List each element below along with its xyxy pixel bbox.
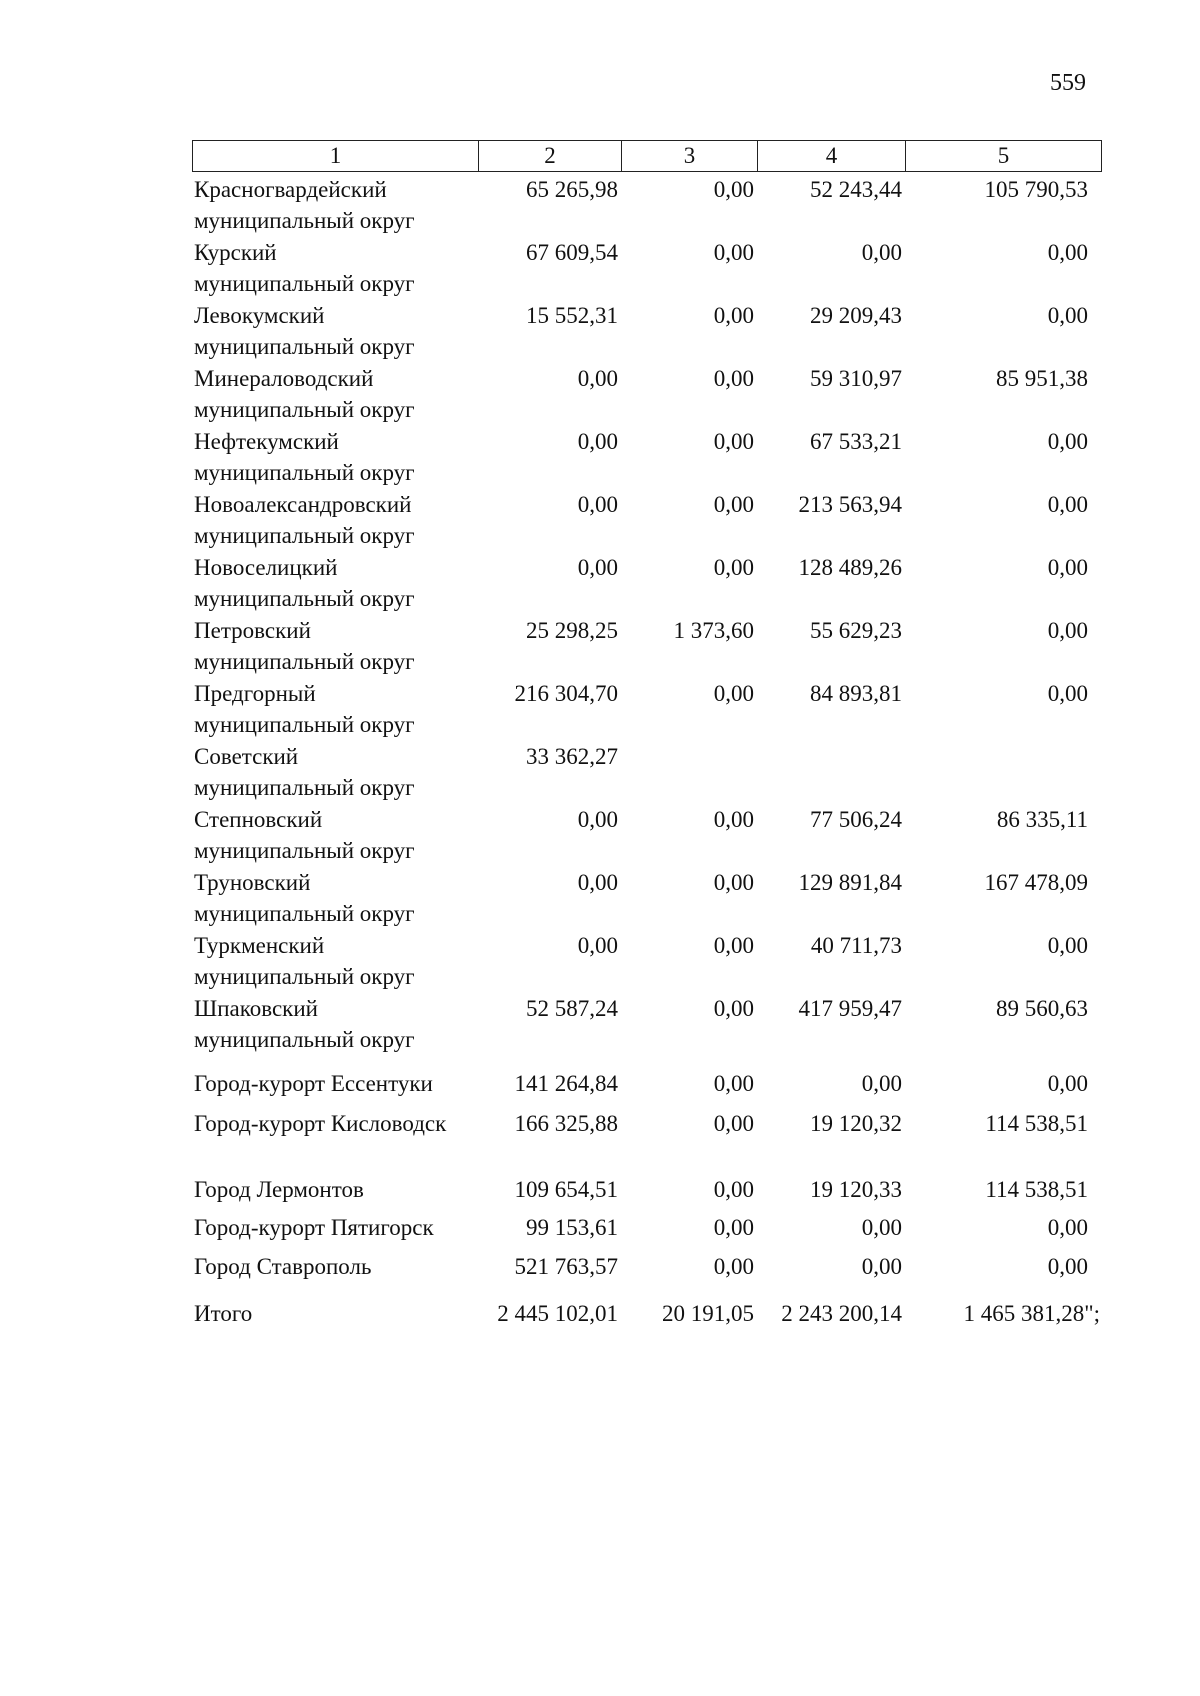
row-name: Советский муниципальный округ <box>194 744 415 800</box>
table-row <box>192 1212 1102 1251</box>
table-row <box>192 930 1102 993</box>
row-name: Новоселицкий муниципальный округ <box>194 555 415 611</box>
cell-col-4: 84 893,81 <box>810 681 902 706</box>
cell-col-2: 141 264,84 <box>514 1071 618 1096</box>
cell-col-2: 0,00 <box>577 933 618 958</box>
cell-col-3: 0,00 <box>713 1254 754 1279</box>
cell-col-5: 167 478,09 <box>984 870 1088 895</box>
row-name: Город-курорт Пятигорск <box>194 1215 434 1240</box>
cell-col-4: 129 891,84 <box>798 870 902 895</box>
cell-col-3: 0,00 <box>713 807 754 832</box>
table-row <box>192 426 1102 489</box>
cell-col-3: 0,00 <box>713 492 754 517</box>
cell-col-3: 0,00 <box>713 240 754 265</box>
cell-col-2: 0,00 <box>577 492 618 517</box>
row-name: Петровский муниципальный округ <box>194 618 415 674</box>
cell-col-4: 417 959,47 <box>798 996 902 1021</box>
page-number: 559 <box>1050 70 1086 96</box>
cell-col-2: 33 362,27 <box>526 744 618 769</box>
cell-col-2: 15 552,31 <box>526 303 618 328</box>
table-row <box>192 552 1102 615</box>
cell-col-5: 0,00 <box>1047 492 1088 517</box>
header-col-4: 4 <box>758 141 906 171</box>
cell-col-3: 0,00 <box>713 996 754 1021</box>
cell-col-5: 0,00 <box>1047 933 1088 958</box>
table-row <box>192 741 1102 804</box>
cell-col-2: 0,00 <box>577 429 618 454</box>
cell-col-2: 0,00 <box>577 807 618 832</box>
cell-col-5: 114 538,51 <box>985 1177 1088 1202</box>
table-row <box>192 237 1102 300</box>
row-name: Курский муниципальный округ <box>194 240 415 296</box>
cell-col-2: 25 298,25 <box>526 618 618 643</box>
cell-col-2: 166 325,88 <box>514 1111 618 1136</box>
cell-col-3: 0,00 <box>713 1071 754 1096</box>
cell-col-3: 0,00 <box>713 1111 754 1136</box>
cell-col-5: 0,00 <box>1047 303 1088 328</box>
cell-col-5: 0,00 <box>1047 681 1088 706</box>
row-name: Город Лермонтов <box>194 1177 364 1202</box>
table-row <box>192 1068 1102 1108</box>
row-name: Предгорный муниципальный округ <box>194 681 415 737</box>
cell-col-3: 0,00 <box>713 681 754 706</box>
cell-col-4: 213 563,94 <box>798 492 902 517</box>
row-name: Красногвардейский муниципальный округ <box>194 177 415 233</box>
cell-col-3: 0,00 <box>713 366 754 391</box>
table-row <box>192 615 1102 678</box>
cell-col-4: 0,00 <box>861 1215 902 1240</box>
cell-col-5: 0,00 <box>1047 1254 1088 1279</box>
row-name: Нефтекумский муниципальный округ <box>194 429 415 485</box>
table-header <box>192 140 1102 172</box>
cell-col-5: 85 951,38 <box>996 366 1088 391</box>
cell-col-4: 0,00 <box>861 1071 902 1096</box>
row-name: Левокумский муниципальный округ <box>194 303 415 359</box>
cell-col-3: 0,00 <box>713 870 754 895</box>
cell-col-4 <box>757 741 905 804</box>
cell-col-5: 86 335,11 <box>996 807 1088 832</box>
cell-col-4: 77 506,24 <box>810 807 902 832</box>
cell-col-3: 1 373,60 <box>673 618 754 643</box>
cell-col-5: 0,00 <box>1047 429 1088 454</box>
cell-col-5: 0,00 <box>1047 1215 1088 1240</box>
cell-col-4: 29 209,43 <box>810 303 902 328</box>
cell-col-5: 114 538,51 <box>985 1111 1088 1136</box>
table-row <box>192 300 1102 363</box>
table-row <box>192 174 1102 237</box>
table-row <box>192 489 1102 552</box>
cell-col-4: 0,00 <box>861 1254 902 1279</box>
cell-col-2: 521 763,57 <box>514 1254 618 1279</box>
row-name: Степновский муниципальный округ <box>194 807 415 863</box>
total-label: Итого <box>194 1301 253 1326</box>
cell-col-2: 0,00 <box>577 870 618 895</box>
table-row <box>192 804 1102 867</box>
row-name: Город Ставрополь <box>194 1254 372 1279</box>
row-name: Город-курорт Кисловодск <box>194 1111 447 1136</box>
row-name: Новоалександровский муниципальный округ <box>194 492 415 548</box>
cell-col-3: 0,00 <box>713 555 754 580</box>
table-row <box>192 1251 1102 1298</box>
total-col-4: 2 243 200,14 <box>781 1301 902 1326</box>
cell-col-3: 0,00 <box>713 1177 754 1202</box>
table-body <box>192 174 1102 1338</box>
header-col-2: 2 <box>479 141 622 171</box>
cell-col-3: 0,00 <box>713 177 754 202</box>
cell-col-2: 99 153,61 <box>526 1215 618 1240</box>
table-row <box>192 1108 1102 1174</box>
cell-col-4: 52 243,44 <box>810 177 902 202</box>
row-name: Труновский муниципальный округ <box>194 870 415 926</box>
cell-col-3: 0,00 <box>713 429 754 454</box>
cell-col-5: 0,00 <box>1047 555 1088 580</box>
cell-col-4: 19 120,33 <box>810 1177 902 1202</box>
cell-col-3 <box>621 741 757 804</box>
header-col-5: 5 <box>997 143 1010 168</box>
cell-col-5 <box>905 741 1100 804</box>
cell-col-4: 55 629,23 <box>810 618 902 643</box>
cell-col-2: 0,00 <box>577 366 618 391</box>
row-name: Город-курорт Ессентуки <box>194 1071 433 1096</box>
header-col-3: 3 <box>622 141 758 171</box>
cell-col-2: 67 609,54 <box>526 240 618 265</box>
total-row <box>192 1298 1102 1338</box>
cell-col-5: 0,00 <box>1047 240 1088 265</box>
table-row <box>192 867 1102 930</box>
cell-col-2: 216 304,70 <box>514 681 618 706</box>
total-col-2: 2 445 102,01 <box>497 1301 618 1326</box>
table-row <box>192 678 1102 741</box>
cell-col-5: 105 790,53 <box>984 177 1088 202</box>
total-col-3: 20 191,05 <box>662 1301 754 1326</box>
cell-col-2: 109 654,51 <box>514 1177 618 1202</box>
cell-col-4: 128 489,26 <box>798 555 902 580</box>
cell-col-5: 89 560,63 <box>996 996 1088 1021</box>
table-row <box>192 363 1102 426</box>
cell-col-3: 0,00 <box>713 933 754 958</box>
row-name: Минераловодский муниципальный округ <box>194 366 415 422</box>
cell-col-4: 59 310,97 <box>810 366 902 391</box>
table-row <box>192 1174 1102 1212</box>
cell-col-2: 0,00 <box>577 555 618 580</box>
total-col-5: 1 465 381,28"; <box>963 1301 1100 1326</box>
cell-col-4: 0,00 <box>861 240 902 265</box>
cell-col-4: 40 711,73 <box>810 933 902 958</box>
cell-col-3: 0,00 <box>713 303 754 328</box>
row-name: Туркменский муниципальный округ <box>194 933 415 989</box>
cell-col-2: 52 587,24 <box>526 996 618 1021</box>
cell-col-3: 0,00 <box>713 1215 754 1240</box>
cell-col-2: 65 265,98 <box>526 177 618 202</box>
cell-col-4: 67 533,21 <box>810 429 902 454</box>
row-name: Шпаковский муниципальный округ <box>194 996 415 1052</box>
cell-col-5: 0,00 <box>1047 1071 1088 1096</box>
table-row <box>192 993 1102 1068</box>
header-col-1: 1 <box>193 141 479 171</box>
cell-col-5: 0,00 <box>1047 618 1088 643</box>
cell-col-4: 19 120,32 <box>810 1111 902 1136</box>
